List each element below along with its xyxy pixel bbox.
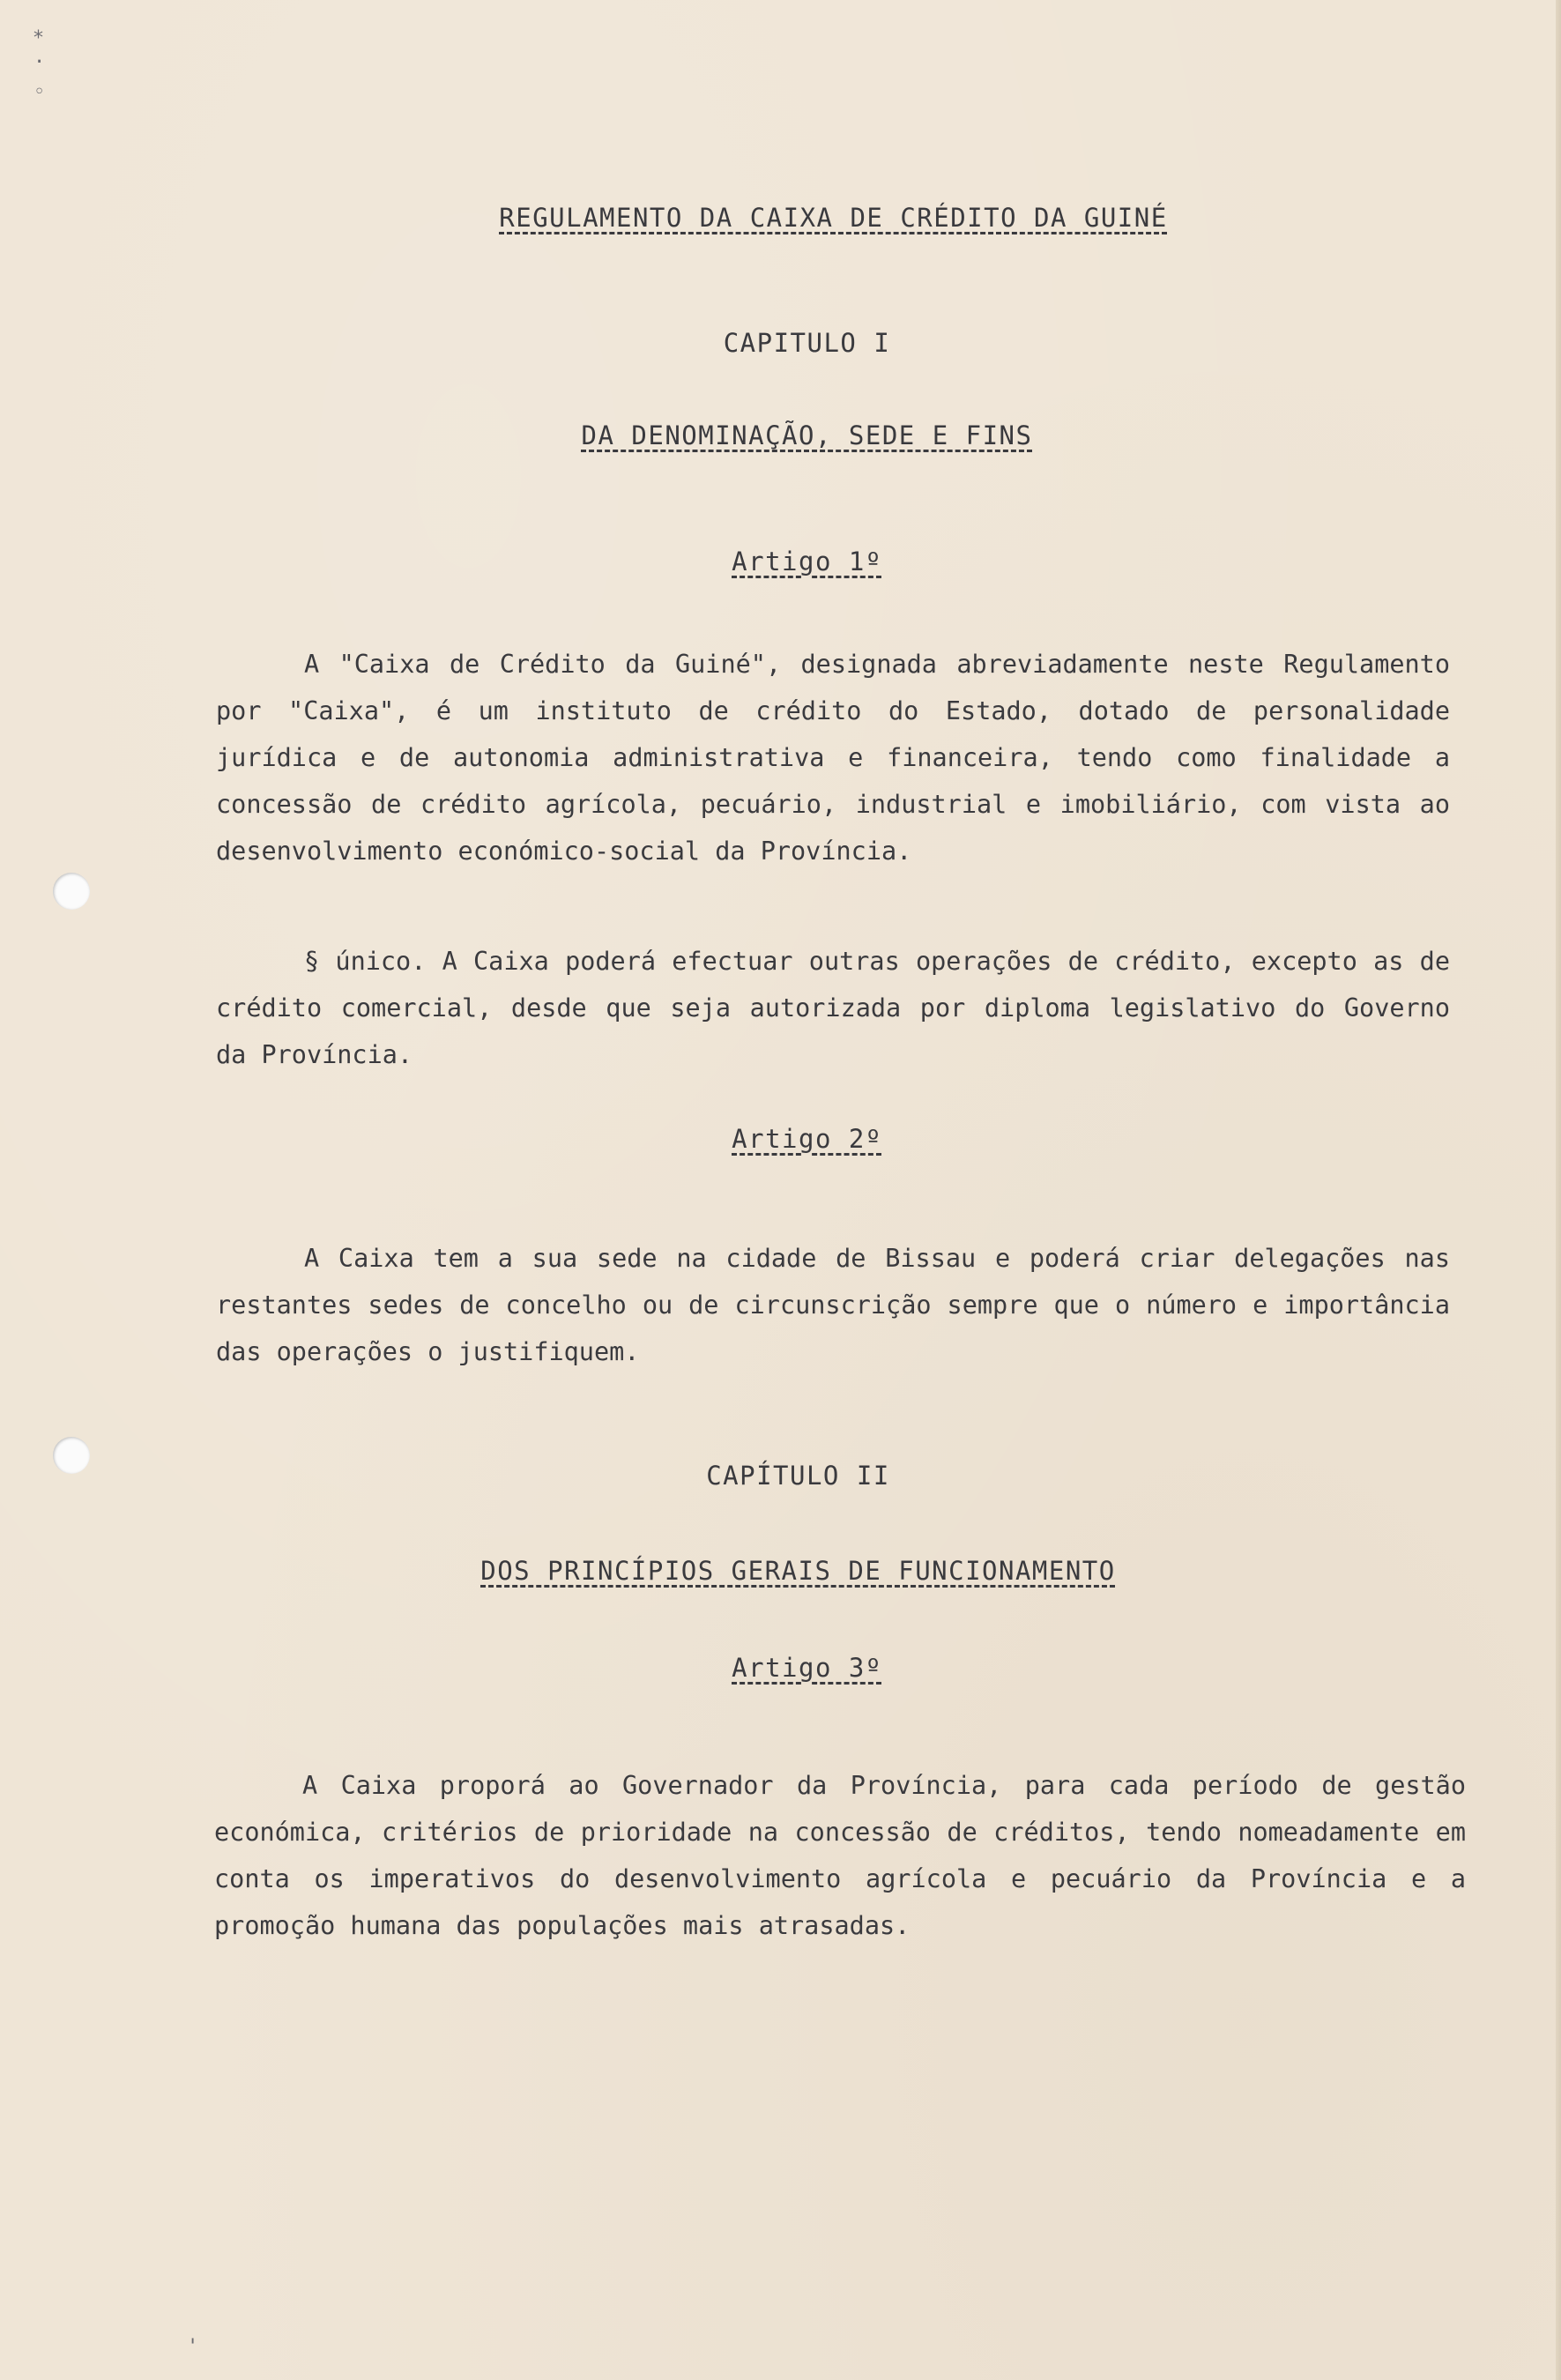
ink-speck: ' <box>187 2336 199 2358</box>
article-heading <box>0 1124 1561 1154</box>
article-heading-text: Artigo 1º <box>732 547 882 576</box>
chapter-label <box>0 328 1561 358</box>
article-heading <box>0 1653 1561 1683</box>
chapter-label <box>0 1461 1561 1491</box>
chapter-title-text: DA DENOMINAÇÃO, SEDE E FINS <box>581 420 1033 450</box>
document-title-text: REGULAMENTO DA CAIXA DE CRÉDITO DA GUINÉ <box>499 203 1168 233</box>
chapter-title <box>0 1556 1561 1586</box>
chapter-title-text: DOS PRINCÍPIOS GERAIS DE FUNCIONAMENTO <box>480 1556 1116 1586</box>
punch-hole <box>53 873 90 910</box>
article-heading <box>0 547 1561 576</box>
chapter-title <box>0 420 1561 450</box>
chapter-label-text: CAPITULO I <box>723 328 891 358</box>
document-title <box>0 203 1561 233</box>
article-heading-text: Artigo 2º <box>732 1124 882 1154</box>
article-sole-paragraph: § único. A Caixa poderá efectuar outras operações de crédito, excepto as de crédito comercial, desde que seja autorizada por diploma legislativo do Governo da Província. <box>216 946 1450 1069</box>
article-body: A "Caixa de Crédito da Guiné", designada abreviadamente neste Regulamento por "Caixa", é um instituto de crédito do Estado, dotado de personalidade jurídica e de autonomia administrativa e financeira, tendo como finalidade a concessão de crédito agrícola, pecuário, industrial e imobiliário, com vista ao desenvolvimento económico-social da Província. <box>216 649 1450 866</box>
article-body: A Caixa tem a sua sede na cidade de Bissau e poderá criar delegações nas restantes sedes de concelho ou de circunscrição sempre que o número e importância das operações o justifiquem. <box>216 1243 1450 1366</box>
article-heading-text: Artigo 3º <box>732 1653 882 1683</box>
article-body: A Caixa proporá ao Governador da Província, para cada período de gestão económica, critérios de prioridade na concessão de créditos, tendo nomeadamente em conta os imperativos do desenvolvimento agrícola e pecuário da Província e a promoção humana das populações mais atrasadas. <box>214 1770 1466 1940</box>
ink-specks: ⁎ · ◦ <box>33 21 46 103</box>
chapter-label-text: CAPÍTULO II <box>706 1461 890 1491</box>
